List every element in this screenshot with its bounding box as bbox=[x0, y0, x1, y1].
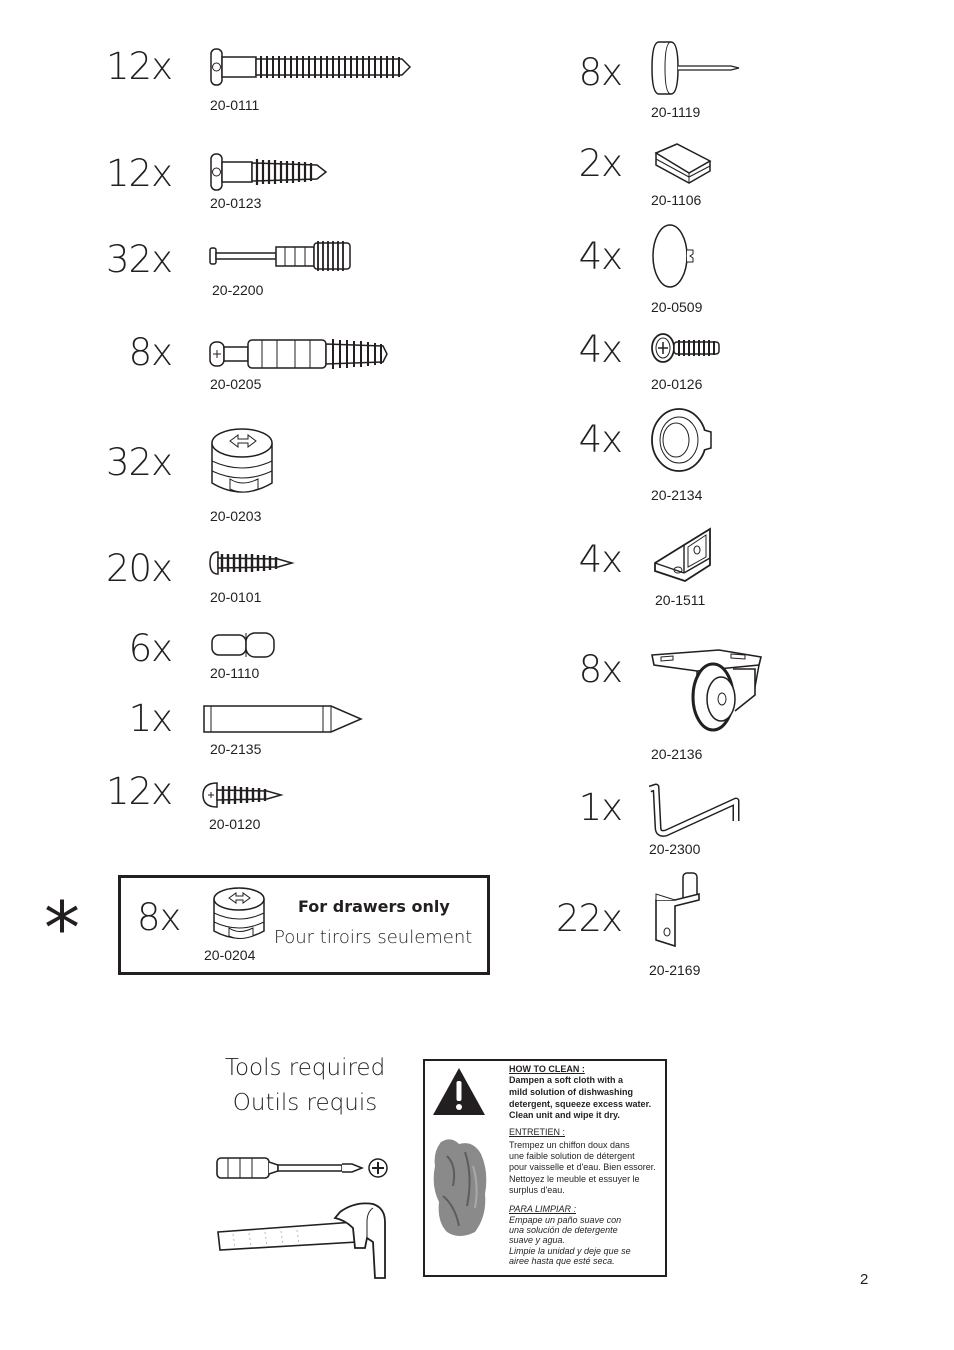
part-code: 20-1511 bbox=[655, 592, 706, 608]
hammer-icon bbox=[215, 1198, 389, 1282]
clean-text-es: Empape un paño suave con bbox=[509, 1215, 622, 1225]
part-code: 20-2300 bbox=[649, 841, 701, 857]
clean-text-fr: surplus d'eau. bbox=[509, 1185, 565, 1195]
part-quantity: 20x bbox=[106, 547, 172, 590]
part-quantity: 12x bbox=[106, 152, 172, 195]
part-quantity: 1x bbox=[578, 786, 622, 829]
part-quantity: 4x bbox=[578, 538, 622, 581]
part-code: 20-0101 bbox=[210, 589, 262, 605]
drawer-part-quantity: 8x bbox=[137, 896, 181, 939]
tools-title-fr: Outils requis bbox=[232, 1090, 378, 1116]
cam-lock-icon bbox=[208, 425, 276, 501]
part-quantity: 32x bbox=[106, 238, 172, 281]
cloth-icon bbox=[429, 1136, 491, 1240]
part-quantity: 4x bbox=[578, 235, 622, 278]
cover-cap-icon bbox=[650, 222, 698, 290]
part-code: 20-0205 bbox=[210, 376, 262, 392]
corner-bracket-icon bbox=[652, 523, 714, 583]
felt-pad-icon bbox=[653, 141, 713, 187]
part-code: 20-0123 bbox=[210, 195, 262, 211]
clean-text-es: una solución de detergente bbox=[509, 1225, 618, 1235]
knob-icon bbox=[649, 405, 715, 475]
part-code: 20-0509 bbox=[651, 299, 703, 315]
cam-bolt-icon bbox=[207, 238, 353, 274]
machine-screw-icon bbox=[649, 331, 723, 365]
nail-glide-icon bbox=[649, 38, 741, 98]
part-quantity: 4x bbox=[578, 328, 622, 371]
warning-icon bbox=[430, 1065, 488, 1119]
part-code: 20-0120 bbox=[209, 816, 261, 832]
shelf-support-icon bbox=[653, 870, 703, 948]
clean-text-es: airee hasta que esté seca. bbox=[509, 1256, 615, 1266]
clean-text-fr: Nettoyez le meuble et essuyer le bbox=[509, 1174, 640, 1184]
part-code: 20-2169 bbox=[649, 962, 701, 978]
part-quantity: 12x bbox=[106, 45, 172, 88]
part-quantity: 12x bbox=[106, 770, 172, 813]
part-code: 20-2136 bbox=[651, 746, 703, 762]
part-code: 20-2200 bbox=[212, 282, 264, 298]
page-number: 2 bbox=[860, 1271, 869, 1288]
part-quantity: 4x bbox=[578, 418, 622, 461]
drawer-part-code: 20-0204 bbox=[204, 947, 256, 963]
part-code: 20-2135 bbox=[210, 741, 262, 757]
part-code: 20-0126 bbox=[651, 376, 703, 392]
shelf-pin-icon bbox=[209, 630, 279, 660]
part-quantity: 8x bbox=[128, 331, 172, 374]
drawer-subtitle: Pour tiroirs seulement bbox=[274, 927, 473, 948]
clean-text-fr: Trempez un chiffon doux dans bbox=[509, 1140, 630, 1150]
clean-text-en: detergent, squeeze excess water. bbox=[509, 1099, 652, 1109]
clean-heading-en: HOW TO CLEAN : bbox=[509, 1064, 585, 1074]
part-code: 20-2134 bbox=[651, 487, 703, 503]
clean-text-fr: pour vaisselle et d'eau. Bien essorer. bbox=[509, 1162, 656, 1172]
part-quantity: 2x bbox=[578, 142, 622, 185]
dowel-bolt-icon bbox=[207, 334, 389, 374]
pan-head-screw-icon bbox=[201, 780, 283, 810]
clean-text-en: Clean unit and wipe it dry. bbox=[509, 1110, 620, 1120]
part-quantity: 1x bbox=[128, 697, 172, 740]
phillips-screwdriver-icon bbox=[214, 1154, 392, 1182]
long-screw-icon bbox=[207, 46, 413, 88]
part-quantity: 8x bbox=[578, 51, 622, 94]
part-code: 20-1119 bbox=[651, 104, 701, 120]
part-code: 20-0203 bbox=[210, 508, 262, 524]
caster-wheel-icon bbox=[649, 647, 765, 735]
wood-screw-icon bbox=[208, 549, 294, 577]
part-quantity: 8x bbox=[578, 648, 622, 691]
part-quantity: 6x bbox=[128, 627, 172, 670]
cam-lock-icon bbox=[211, 885, 267, 945]
clean-text-es: suave y agua. bbox=[509, 1235, 566, 1245]
part-quantity: 32x bbox=[106, 441, 172, 484]
allen-key-icon bbox=[646, 783, 746, 839]
clean-text-fr: une faible solution de détergent bbox=[509, 1151, 635, 1161]
drawer-marker-asterisk: * bbox=[44, 886, 80, 970]
part-code: 20-0111 bbox=[210, 97, 260, 113]
tools-title-en: Tools required bbox=[224, 1055, 386, 1081]
clean-heading-fr: ENTRETIEN : bbox=[509, 1127, 566, 1137]
clean-text-en: Dampen a soft cloth with a bbox=[509, 1075, 624, 1085]
clean-text-es: Limpie la unidad y deje que se bbox=[509, 1246, 631, 1256]
part-code: 20-1106 bbox=[651, 192, 702, 208]
part-quantity: 22x bbox=[556, 897, 622, 940]
part-code: 20-1110 bbox=[210, 665, 260, 681]
drawer-title: For drawers only bbox=[298, 897, 450, 916]
short-screw-icon bbox=[207, 151, 329, 193]
wooden-dowel-icon bbox=[201, 703, 365, 735]
clean-heading-es: PARA LIMPIAR : bbox=[509, 1204, 577, 1214]
clean-text-en: mild solution of dishwashing bbox=[509, 1087, 633, 1097]
